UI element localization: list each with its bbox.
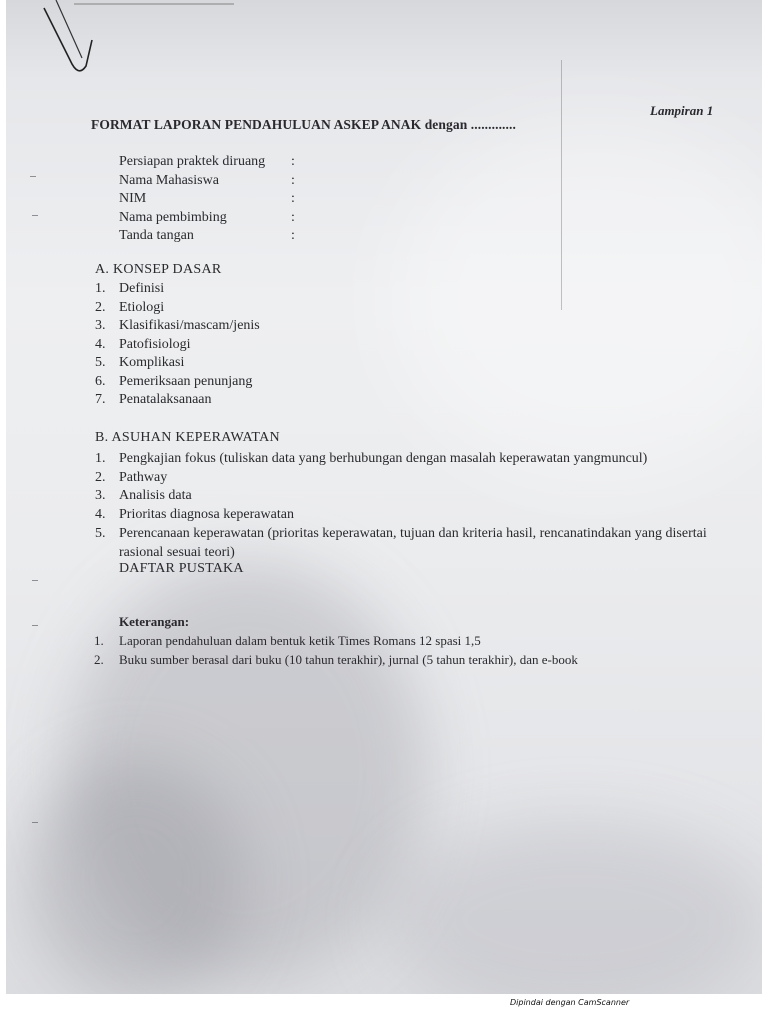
list-text: Buku sumber berasal dari buku (10 tahun terakhir), jurnal (5 tahun terakhir), dan e-book xyxy=(119,652,578,667)
info-label: Persiapan praktek diruang xyxy=(119,154,266,169)
list-text: Komplikasi xyxy=(119,355,185,370)
scan-highlight xyxy=(386,120,762,480)
scan-shadow xyxy=(386,820,762,994)
scan-mark xyxy=(32,215,38,216)
bibliography-heading: DAFTAR PUSTAKA xyxy=(119,561,244,576)
list-text: Etiologi xyxy=(119,299,165,315)
section-a-heading: A. KONSEP DASAR xyxy=(95,262,222,277)
list-text: Pengkajian fokus (tuliskan data yang berhubungan dengan masalah keperawatan yangmuncul) xyxy=(119,451,648,466)
list-number: 6. xyxy=(95,373,106,389)
info-row xyxy=(119,227,319,246)
list-number: 7. xyxy=(95,392,106,407)
list-text: Prioritas diagnosa keperawatan xyxy=(119,506,294,522)
info-label: Nama Mahasiswa xyxy=(119,172,219,188)
list-number: 1. xyxy=(95,451,106,466)
list-text: Definisi xyxy=(119,281,165,296)
list-text: Pemeriksaan penunjang xyxy=(119,373,253,389)
info-row xyxy=(119,172,319,191)
list-number: 3. xyxy=(95,488,106,503)
paper-clip-icon xyxy=(34,0,234,95)
info-colon: : xyxy=(291,209,295,225)
list-number: 5. xyxy=(95,526,106,541)
info-row xyxy=(119,209,319,228)
list-number: 2. xyxy=(95,299,106,315)
list-text: Penatalaksanaan xyxy=(119,392,212,407)
fold-line xyxy=(561,60,562,310)
info-label: Nama pembimbing xyxy=(119,209,227,225)
info-fields xyxy=(119,153,319,246)
list-number: 2. xyxy=(95,469,106,485)
section-b-heading: B. ASUHAN KEPERAWATAN xyxy=(95,430,280,445)
scan-shadow xyxy=(26,760,246,994)
list-number: 3. xyxy=(95,318,106,333)
info-colon: : xyxy=(291,172,295,188)
scanner-watermark: Dipindai dengan CamScanner xyxy=(510,998,630,1007)
info-row xyxy=(119,190,319,209)
scan-mark xyxy=(32,625,38,626)
list-text: Klasifikasi/mascam/jenis xyxy=(119,318,260,333)
list-text: Pathway xyxy=(119,469,168,485)
document-title: FORMAT LAPORAN PENDAHULUAN ASKEP ANAK dengan ............. xyxy=(91,117,516,132)
list-number: 1. xyxy=(94,633,104,648)
info-label: Tanda tangan xyxy=(119,228,194,243)
info-row xyxy=(119,153,319,172)
list-number: 5. xyxy=(95,355,106,370)
info-colon: : xyxy=(291,154,295,169)
list-number: 4. xyxy=(95,506,106,522)
attachment-label: Lampiran 1 xyxy=(650,103,714,118)
list-text: Laporan pendahuluan dalam bentuk ketik Times Romans 12 spasi 1,5 xyxy=(119,633,481,648)
list-number: 4. xyxy=(95,336,106,352)
scan-mark xyxy=(30,176,36,177)
scanned-paper xyxy=(6,0,762,994)
notes-heading: Keterangan: xyxy=(119,614,190,629)
scan-mark xyxy=(32,822,38,823)
list-text: Analisis data xyxy=(119,488,192,503)
info-colon: : xyxy=(291,228,295,243)
scan-mark xyxy=(32,580,38,581)
list-text: Patofisiologi xyxy=(119,336,191,352)
list-item xyxy=(95,525,735,562)
list-number: 2. xyxy=(94,652,104,667)
info-label: NIM xyxy=(119,191,147,206)
list-number: 1. xyxy=(95,281,106,296)
info-colon: : xyxy=(291,191,295,206)
list-text: Perencanaan keperawatan (prioritas keperawatan, tujuan dan kriteria hasil, rencanatindakan yang disertai rasional sesuai teori) xyxy=(119,526,707,560)
